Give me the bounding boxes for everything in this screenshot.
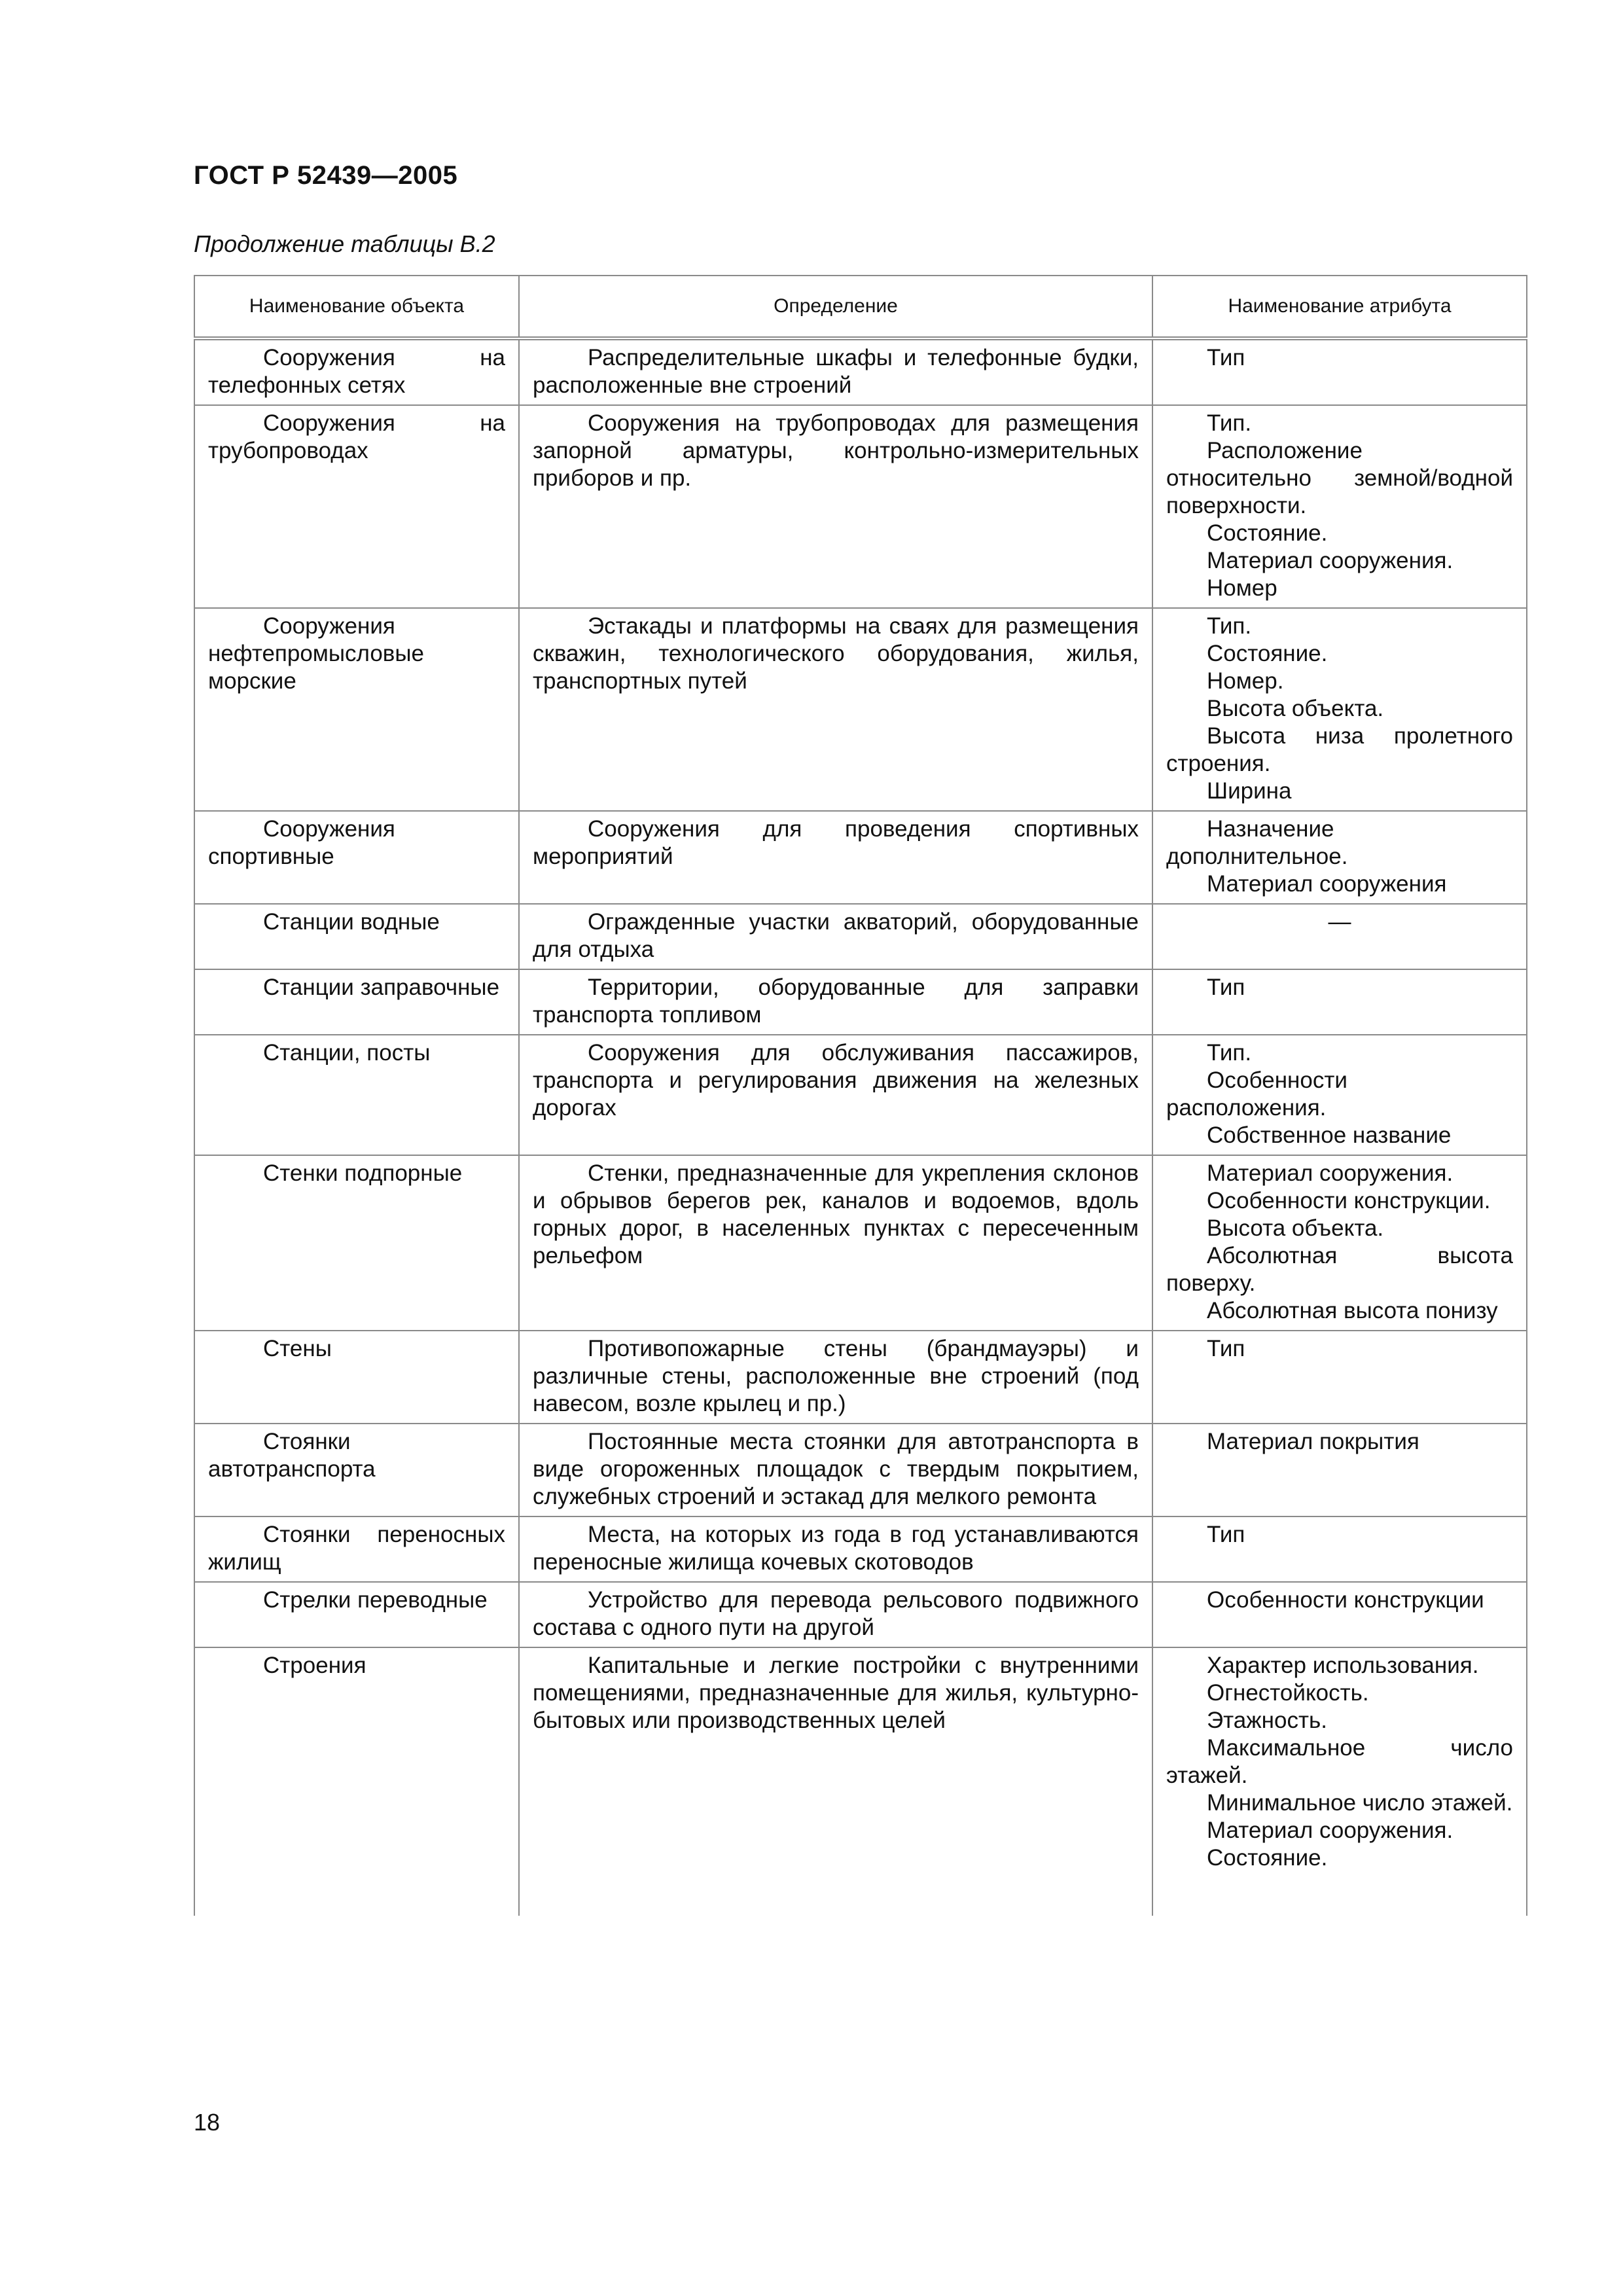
definition-cell: Сооружения для проведения спортивных мероприятий xyxy=(519,811,1152,904)
object-name-cell: Стенки подпорные xyxy=(194,1155,519,1331)
attribute-item: Высота низа пролетного строения. xyxy=(1166,723,1513,776)
object-name-cell: Стоянки автотранспорта xyxy=(194,1424,519,1516)
table-header-row xyxy=(194,276,1527,338)
column-header-object-name: Наименование объекта xyxy=(194,276,519,338)
table-row xyxy=(194,338,1527,405)
attribute-cell xyxy=(1152,1155,1527,1331)
attribute-item: Особенности расположения. xyxy=(1166,1067,1347,1121)
attribute-item: Состояние. xyxy=(1207,641,1328,666)
object-name-cell: Сооружения на трубопроводах xyxy=(194,405,519,608)
table-row xyxy=(194,811,1527,904)
attribute-item: Огнестойкость. xyxy=(1207,1680,1369,1706)
attribute-cell xyxy=(1152,1424,1527,1516)
attribute-item: Состояние. xyxy=(1207,520,1328,546)
attribute-item: Тип xyxy=(1207,1522,1245,1547)
document-standard-title: ГОСТ Р 52439—2005 xyxy=(194,161,458,190)
attribute-item: Характер использования. xyxy=(1207,1653,1479,1678)
table-row xyxy=(194,1424,1527,1516)
table-caption: Продолжение таблицы В.2 xyxy=(194,230,495,257)
attribute-cell xyxy=(1152,811,1527,904)
definition-cell: Огражденные участки акваторий, оборудованные для отдыха xyxy=(519,904,1152,969)
table-row xyxy=(194,1155,1527,1331)
object-name-cell: Сооружения на телефонных сетях xyxy=(194,338,519,405)
object-name-cell: Стены xyxy=(194,1331,519,1424)
attribute-item: Материал сооружения. xyxy=(1207,1818,1454,1843)
page-number: 18 xyxy=(194,2109,221,2136)
attribute-item: Материал покрытия xyxy=(1207,1429,1419,1454)
object-name-cell: Строения xyxy=(194,1647,519,1916)
attribute-item: Тип xyxy=(1207,1336,1245,1361)
attribute-item: Ширина xyxy=(1207,778,1292,804)
attribute-cell xyxy=(1152,338,1527,405)
object-name-cell: Станции водные xyxy=(194,904,519,969)
attribute-item: Тип xyxy=(1207,975,1245,1000)
attribute-item: Собственное название xyxy=(1207,1122,1452,1148)
definition-cell: Эстакады и платформы на сваях для размещения скважин, технологического оборудования, жилья, транспортных путей xyxy=(519,608,1152,811)
object-name-cell: Станции заправочные xyxy=(194,969,519,1035)
attributes-table xyxy=(194,275,1527,1916)
object-name-cell: Стрелки переводные xyxy=(194,1582,519,1647)
column-header-attribute-name: Наименование атрибута xyxy=(1152,276,1527,338)
definition-cell: Капитальные и легкие постройки с внутренними помещениями, предназначенные для жилья, культурно-бытовых или производственных целей xyxy=(519,1647,1152,1916)
definition-cell: Противопожарные стены (брандмауэры) и различные стены, расположенные вне строений (под навесом, возле крылец и пр.) xyxy=(519,1331,1152,1424)
attribute-cell xyxy=(1152,608,1527,811)
table-row xyxy=(194,608,1527,811)
attribute-item: Номер. xyxy=(1207,668,1284,694)
attribute-item: Высота объекта. xyxy=(1207,696,1384,721)
attribute-item: Особенности конструкции xyxy=(1207,1587,1484,1613)
attribute-cell xyxy=(1152,1516,1527,1582)
attribute-item: Материал сооружения xyxy=(1207,871,1447,897)
attribute-cell xyxy=(1152,405,1527,608)
attribute-item: Расположение относительно земной/водной поверхности. xyxy=(1166,438,1513,518)
attribute-item: Высота объекта. xyxy=(1207,1215,1384,1241)
object-name-cell: Сооружения спортивные xyxy=(194,811,519,904)
attribute-item: Тип. xyxy=(1207,613,1252,639)
definition-cell: Территории, оборудованные для заправки транспорта топливом xyxy=(519,969,1152,1035)
definition-cell: Стенки, предназначенные для укрепления склонов и обрывов берегов рек, каналов и водоемов, вдоль горных дорог, в населенных пунктах с пересеченным рельефом xyxy=(519,1155,1152,1331)
table-row xyxy=(194,969,1527,1035)
table-body xyxy=(194,338,1527,1916)
table-row xyxy=(194,1035,1527,1155)
attribute-item: Назначение дополнительное. xyxy=(1166,816,1348,869)
table-row xyxy=(194,1331,1527,1424)
attribute-item: Материал сооружения. xyxy=(1207,548,1454,573)
attribute-item: Абсолютная высота поверху. xyxy=(1166,1243,1513,1296)
attribute-cell xyxy=(1152,1582,1527,1647)
attribute-item: Минимальное число этажей. xyxy=(1207,1790,1513,1816)
attribute-item: Абсолютная высота понизу xyxy=(1207,1298,1498,1323)
object-name-cell: Станции, посты xyxy=(194,1035,519,1155)
attribute-cell xyxy=(1152,969,1527,1035)
attribute-item: — xyxy=(1328,909,1351,935)
definition-cell: Распределительные шкафы и телефонные будки, расположенные вне строений xyxy=(519,338,1152,405)
table-row xyxy=(194,904,1527,969)
definition-cell: Устройство для перевода рельсового подвижного состава с одного пути на другой xyxy=(519,1582,1152,1647)
attribute-item: Этажность. xyxy=(1207,1708,1327,1733)
attribute-item: Номер xyxy=(1207,575,1277,601)
table-row xyxy=(194,1516,1527,1582)
column-header-definition: Определение xyxy=(519,276,1152,338)
attribute-item: Максимальное число этажей. xyxy=(1166,1735,1513,1788)
attribute-item: Тип. xyxy=(1207,410,1252,436)
attribute-cell xyxy=(1152,1035,1527,1155)
definition-cell: Места, на которых из года в год устанавливаются переносные жилища кочевых скотоводов xyxy=(519,1516,1152,1582)
attribute-item: Состояние. xyxy=(1207,1845,1328,1871)
definition-cell: Сооружения на трубопроводах для размещения запорной арматуры, контрольно-измерительных приборов и пр. xyxy=(519,405,1152,608)
object-name-cell: Стоянки переносных жилищ xyxy=(194,1516,519,1582)
definition-cell: Постоянные места стоянки для автотранспорта в виде огороженных площадок с твердым покрытием, служебных строений и эстакад для мелкого ремонта xyxy=(519,1424,1152,1516)
attribute-item: Материал сооружения. xyxy=(1207,1160,1454,1186)
attribute-item: Тип xyxy=(1207,345,1245,370)
table-row xyxy=(194,1582,1527,1647)
table-row xyxy=(194,1647,1527,1916)
object-name-cell: Сооружения нефтепромысловые морские xyxy=(194,608,519,811)
attribute-item: Особенности конструкции. xyxy=(1207,1188,1491,1213)
table-row xyxy=(194,405,1527,608)
attribute-cell xyxy=(1152,1647,1527,1916)
attribute-cell xyxy=(1152,1331,1527,1424)
definition-cell: Сооружения для обслуживания пассажиров, транспорта и регулирования движения на железных дорогах xyxy=(519,1035,1152,1155)
attribute-item: Тип. xyxy=(1207,1040,1252,1066)
attribute-cell xyxy=(1152,904,1527,969)
